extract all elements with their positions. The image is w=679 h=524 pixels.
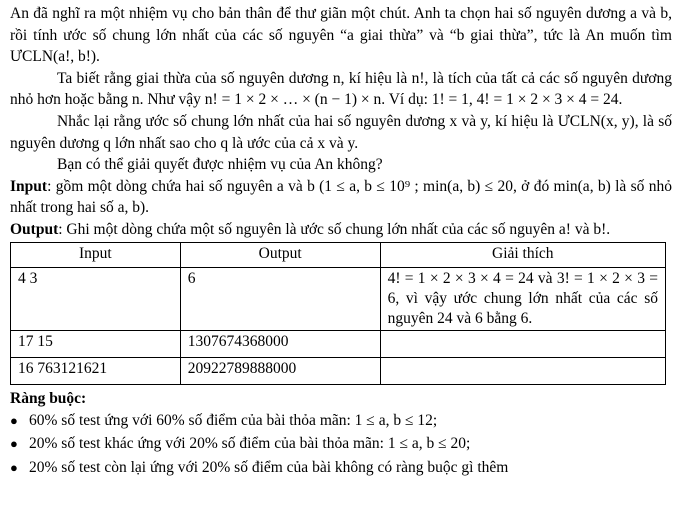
cell-input: 16 763121621 <box>11 357 181 384</box>
list-item: ● 20% số test khác ứng với 20% số điểm của bài thỏa mãn: 1 ≤ a, b ≤ 20; <box>10 432 672 456</box>
header-explanation: Giải thích <box>380 242 665 267</box>
input-text: : gồm một dòng chứa hai số nguyên a và b (1 ≤ a, b ≤ 10⁹ ; min(a, b) ≤ 20, ở đó min(a, b) là số nhỏ nhất trong hai số a, b). <box>10 177 672 217</box>
header-output: Output <box>180 242 380 267</box>
intro-paragraph-1: An đã nghĩ ra một nhiệm vụ cho bản thân để thư giãn một chút. Anh ta chọn hai số nguyên dương a và b, rồi tính ước số chung lớn nhất của các số nguyên “a giai thừa” và “b giai thừa”, tức là An muốn tìm ƯCLN(a!, b!). <box>10 5 672 66</box>
cell-input: 17 15 <box>11 330 181 357</box>
output-description <box>10 219 672 241</box>
input-label: Input <box>10 177 48 195</box>
constraints-list <box>10 409 672 480</box>
output-text: : Ghi một dòng chứa một số nguyên là ước số chung lớn nhất của các số nguyên a! và b!. <box>58 220 611 238</box>
intro-paragraph-4: Bạn có thể giải quyết được nhiệm vụ của An không? <box>57 156 383 174</box>
cell-output: 6 <box>180 267 380 330</box>
table-row <box>11 357 666 384</box>
list-item: ● 60% số test ứng với 60% số điểm của bài thỏa mãn: 1 ≤ a, b ≤ 12; <box>10 409 672 433</box>
list-item: ● 20% số test còn lại ứng với 20% số điểm của bài không có ràng buộc gì thêm <box>10 456 672 480</box>
bullet-icon: ● <box>10 412 18 428</box>
cell-output: 20922789888000 <box>180 357 380 384</box>
table-header-row <box>11 242 666 267</box>
output-label: Output <box>10 220 59 238</box>
header-input: Input <box>11 242 181 267</box>
cell-input: 4 3 <box>11 267 181 330</box>
document-page <box>10 3 672 479</box>
input-description <box>10 176 672 219</box>
cell-explanation: 4! = 1 × 2 × 3 × 4 = 24 và 3! = 1 × 2 × 3 = 6, vì vậy ước chung lớn nhất của các số nguyên 24 và 6 bằng 6. <box>380 267 665 330</box>
constraints-title: Ràng buộc: <box>10 389 87 407</box>
cell-output: 1307674368000 <box>180 330 380 357</box>
table-row <box>11 267 666 330</box>
bullet-icon: ● <box>10 436 18 452</box>
table-row <box>11 330 666 357</box>
intro-paragraph-2: Ta biết rằng giai thừa của số nguyên dương n, kí hiệu là n!, là tích của tất cả các số nguyên dương nhỏ hơn hoặc bằng n. Như vậy n! = 1 × 2 × … × (n − 1) × n. Ví dụ: 1! = 1, 4! = 1 × 2 × 3 × 4 = 24. <box>10 69 672 109</box>
cell-explanation <box>380 357 665 384</box>
examples-table <box>10 242 666 385</box>
bullet-icon: ● <box>10 459 18 475</box>
intro-paragraph-3: Nhắc lại rằng ước số chung lớn nhất của hai số nguyên dương x và y, kí hiệu là ƯCLN(x, y), là số nguyên dương q lớn nhất sao cho q là ước của cả x và y. <box>10 112 672 152</box>
cell-explanation <box>380 330 665 357</box>
